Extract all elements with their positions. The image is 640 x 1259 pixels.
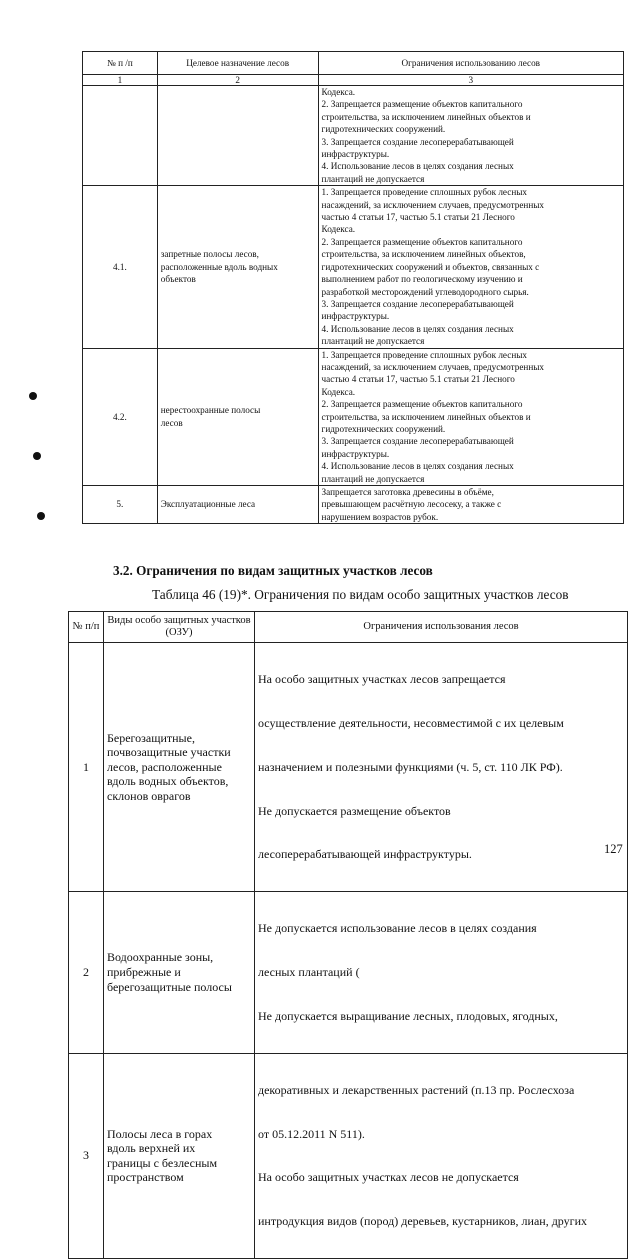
page-number: 127 bbox=[604, 842, 623, 856]
text-line: плантаций не допускается bbox=[321, 473, 425, 484]
text-line: гидротехнических сооружений. bbox=[321, 124, 446, 135]
text-line: Берегозащитные, bbox=[107, 730, 195, 745]
header-num: № п /п bbox=[83, 52, 158, 75]
text-line: запретные полосы лесов, bbox=[160, 249, 259, 260]
text-line: насаждений, за исключением случаев, предусмотренных bbox=[321, 199, 544, 210]
text-line: Кодекса. bbox=[321, 87, 356, 97]
text-line: Полосы леса в горах bbox=[107, 1126, 213, 1141]
text-line: 4. Использование лесов в целях создания лесных bbox=[321, 461, 514, 472]
text-line: Кодекса. bbox=[321, 224, 356, 235]
text-line: 4. Использование лесов в целях создания лесных bbox=[321, 161, 514, 172]
row-kind bbox=[104, 892, 255, 1054]
text-line: 4. Использование лесов в целях создания лесных bbox=[321, 323, 514, 334]
text-line: объектов bbox=[160, 274, 196, 285]
row-num: 5. bbox=[83, 486, 158, 524]
row-purpose bbox=[157, 186, 318, 348]
text-line: Не допускается использование лесов в целях создания bbox=[258, 921, 537, 936]
col-number: 3 bbox=[318, 75, 623, 86]
row-purpose bbox=[157, 486, 318, 524]
row-kind bbox=[104, 1053, 255, 1258]
text-line: строительства, за исключением линейных объектов и bbox=[321, 411, 531, 422]
text-line: склонов оврагов bbox=[107, 788, 191, 803]
text-line: Не допускается выращивание лесных, плодовых, ягодных, bbox=[258, 1008, 558, 1023]
table-header-row bbox=[69, 612, 628, 643]
text-line: прибрежные и bbox=[107, 965, 181, 980]
text-line: нерестоохранные полосы bbox=[160, 405, 261, 416]
header-num: № п/п bbox=[69, 612, 104, 643]
text-line: 3. Запрещается создание лесоперерабатывающей bbox=[321, 298, 514, 309]
text-line: На особо защитных участках лесов не допускается bbox=[258, 1170, 519, 1185]
text-line: гидротехнических сооружений. bbox=[321, 423, 446, 434]
margin-dot bbox=[33, 452, 41, 460]
table-row bbox=[69, 1053, 628, 1258]
text-line: инфраструктуры. bbox=[321, 311, 390, 322]
text-line: строительства, за исключением линейных объектов, bbox=[321, 249, 526, 260]
header-restrictions: Ограничения использованию лесов bbox=[318, 52, 623, 75]
col-number: 1 bbox=[83, 75, 158, 86]
text-line: декоративных и лекарственных растений (п.13 пр. Рослесхоза bbox=[258, 1082, 575, 1097]
table-header-row bbox=[83, 52, 624, 75]
row-num: 1 bbox=[69, 643, 104, 892]
text-line: гидротехнических сооружений и объектов, связанных с bbox=[321, 261, 540, 272]
table-row bbox=[83, 86, 624, 186]
row-restrictions bbox=[318, 486, 623, 524]
row-restrictions bbox=[318, 348, 623, 485]
text-line: плантаций не допускается bbox=[321, 173, 425, 184]
text-line: почвозащитные участки bbox=[107, 745, 231, 760]
text-line: 2. Запрещается размещение объектов капитального bbox=[321, 236, 523, 247]
row-num: 4.1. bbox=[83, 186, 158, 348]
text-line: осуществление деятельности, несовместимой с их целевым bbox=[258, 715, 564, 730]
text-line: вдоль верхней их bbox=[107, 1141, 196, 1156]
row-kind bbox=[104, 643, 255, 892]
text-line: лесов bbox=[160, 417, 183, 428]
text-line: Не допускается размещение объектов bbox=[258, 803, 451, 818]
text-line: пространством bbox=[107, 1170, 184, 1185]
margin-dot bbox=[29, 392, 37, 400]
text-line: 1. Запрещается проведение сплошных рубок лесных bbox=[321, 349, 528, 360]
text-line: плантаций не допускается bbox=[321, 336, 425, 347]
row-restrictions bbox=[255, 892, 628, 1054]
row-restrictions bbox=[255, 1053, 628, 1258]
text-line: вдоль водных объектов, bbox=[107, 774, 229, 789]
text-line: Кодекса. bbox=[321, 386, 356, 397]
row-restrictions bbox=[318, 86, 623, 186]
row-num bbox=[83, 86, 158, 186]
text-line: 1. Запрещается проведение сплошных рубок лесных bbox=[321, 187, 528, 198]
table-row bbox=[69, 892, 628, 1054]
text-line: лесоперерабатывающей инфраструктуры. bbox=[258, 847, 472, 862]
text-line: интродукция видов (пород) деревьев, кустарников, лиан, других bbox=[258, 1214, 587, 1229]
text-line: инфраструктуры. bbox=[321, 149, 390, 160]
column-number-row bbox=[83, 75, 624, 86]
text-line: лесов, расположенные bbox=[107, 759, 222, 774]
text-line: границы с безлесным bbox=[107, 1155, 218, 1170]
row-restrictions bbox=[255, 643, 628, 892]
text-line: Водоохранные зоны, bbox=[107, 950, 214, 965]
text-line: расположенные вдоль водных bbox=[160, 261, 278, 272]
table-row bbox=[69, 643, 628, 892]
text-line: лесных плантаций ( bbox=[258, 965, 360, 980]
text-line: 3. Запрещается создание лесоперерабатывающей bbox=[321, 436, 514, 447]
text-line: Эксплуатационные леса bbox=[160, 499, 256, 510]
text-line: 2. Запрещается размещение объектов капитального bbox=[321, 99, 523, 110]
table-row bbox=[83, 348, 624, 485]
text-line: выполнением работ по геологическому изучению и bbox=[321, 274, 523, 285]
text-line: Запрещается заготовка древесины в объёме, bbox=[321, 487, 494, 497]
row-purpose bbox=[157, 348, 318, 485]
row-num: 2 bbox=[69, 892, 104, 1054]
text-line: насаждений, за исключением случаев, предусмотренных bbox=[321, 361, 544, 372]
text-line: частью 4 статьи 17, частью 5.1 статьи 21 Лесного bbox=[321, 212, 515, 223]
row-num: 4.2. bbox=[83, 348, 158, 485]
text-line: строительства, за исключением линейных объектов и bbox=[321, 111, 531, 122]
text-line: инфраструктуры. bbox=[321, 448, 390, 459]
text-line: берегозащитные полосы bbox=[107, 979, 232, 994]
text-line: 2. Запрещается размещение объектов капитального bbox=[321, 399, 523, 410]
section-heading: 3.2. Ограничения по видам защитных участков лесов bbox=[113, 563, 433, 578]
text-line: назначением и полезными функциями (ч. 5, ст. 110 ЛК РФ). bbox=[258, 759, 563, 774]
col-number: 2 bbox=[157, 75, 318, 86]
text-line: нарушением возрастов рубок. bbox=[321, 511, 439, 522]
text-line: от 05.12.2011 N 511). bbox=[258, 1126, 365, 1141]
protective-areas-table bbox=[68, 611, 628, 1259]
text-line: превышающем расчётную лесосеку, а также с bbox=[321, 499, 502, 510]
row-num: 3 bbox=[69, 1053, 104, 1258]
margin-dot bbox=[37, 512, 45, 520]
table-caption: Таблица 46 (19)*. Ограничения по видам особо защитных участков лесов bbox=[152, 587, 569, 602]
header-kind: Виды особо защитных участков (ОЗУ) bbox=[104, 612, 255, 643]
table-row bbox=[83, 186, 624, 348]
text-line: разработкой месторождений углеводородного сырья. bbox=[321, 286, 529, 297]
header-purpose: Целевое назначение лесов bbox=[157, 52, 318, 75]
header-restrictions: Ограничения использования лесов bbox=[255, 612, 628, 643]
row-purpose bbox=[157, 86, 318, 186]
forest-purpose-table bbox=[82, 51, 624, 524]
row-restrictions bbox=[318, 186, 623, 348]
text-line: 3. Запрещается создание лесоперерабатывающей bbox=[321, 136, 514, 147]
table-row bbox=[83, 486, 624, 524]
text-line: На особо защитных участках лесов запрещается bbox=[258, 672, 506, 687]
text-line: частью 4 статьи 17, частью 5.1 статьи 21 Лесного bbox=[321, 374, 515, 385]
